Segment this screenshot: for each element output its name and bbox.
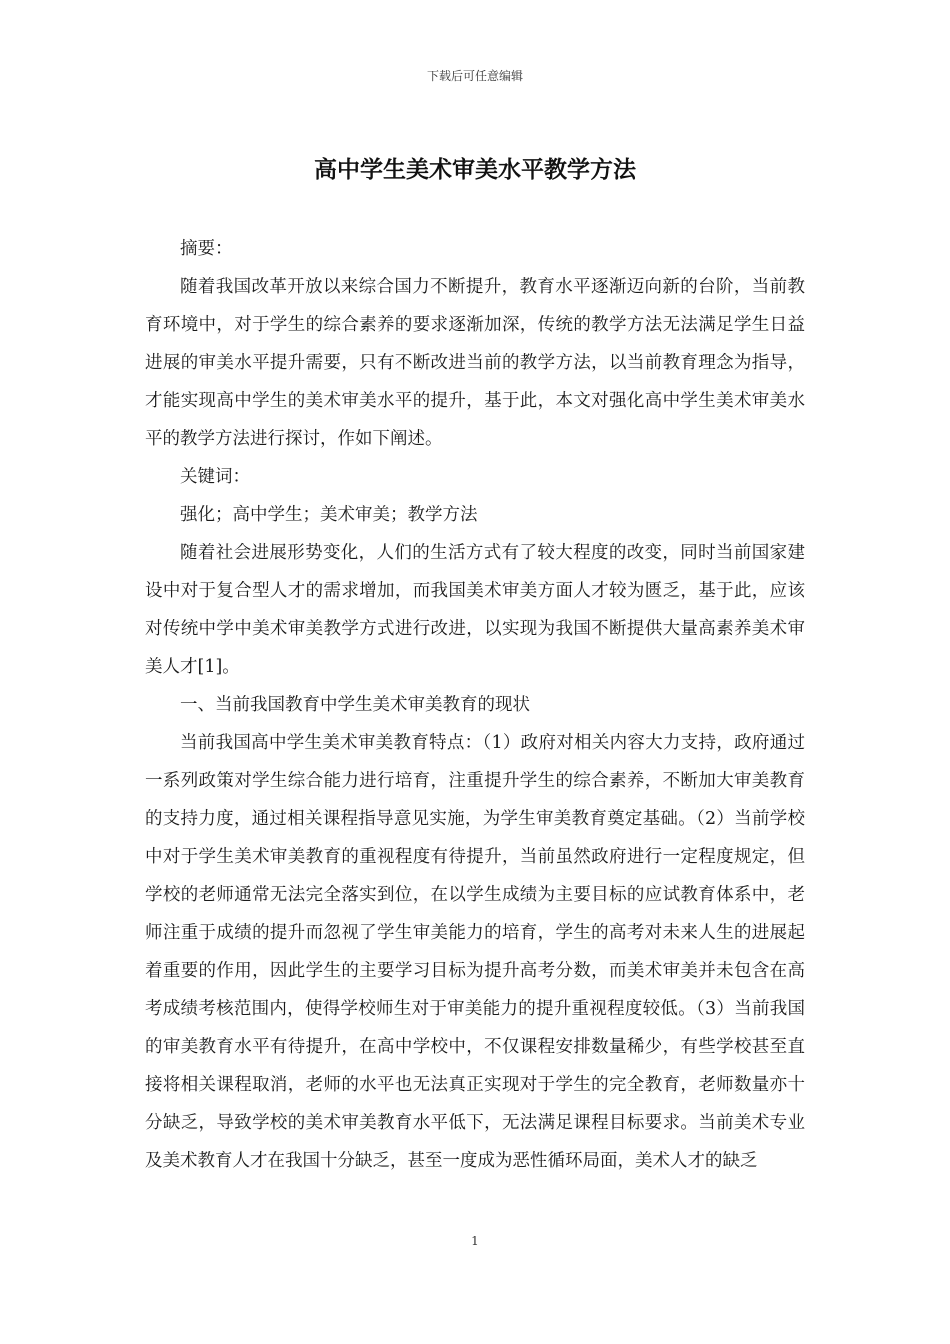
keywords-list: 强化；高中学生；美术审美；教学方法 xyxy=(180,505,478,525)
abstract-paragraph: 随着我国改革开放以来综合国力不断提升，教育水平逐渐迈向新的台阶，当前教育环境中，对于学生的综合素养的要求逐渐加深，传统的教学方法无法满足学生日益进展的审美水平提升需要，只有不断改进当前的教学方法，以当前教育理念为指导，才能实现高中学生的美术审美水平的提升，基于此，本文对强化高中学生美术审美水平的教学方法进行探讨，作如下阐述。 xyxy=(145,277,805,449)
section-1-heading: 一、当前我国教育中学生美术审美教育的现状 xyxy=(180,695,530,715)
intro-paragraph: 随着社会进展形势变化，人们的生活方式有了较大程度的改变，同时当前国家建设中对于复合型人才的需求增加，而我国美术审美方面人才较为匮乏，基于此，应该对传统中学中美术审美教学方式进行改进，以实现为我国不断提供大量高素养美术审美人才[1]。 xyxy=(145,543,805,677)
section-1-paragraph: 当前我国高中学生美术审美教育特点：（1）政府对相关内容大力支持，政府通过一系列政策对学生综合能力进行培育，注重提升学生的综合素养，不断加大审美教育的支持力度，通过相关课程指导意见实施，为学生审美教育奠定基础。（2）当前学校中对于学生美术审美教育的重视程度有待提升，当前虽然政府进行一定程度规定，但学校的老师通常无法完全落实到位，在以学生成绩为主要目标的应试教育体系中，老师注重于成绩的提升而忽视了学生审美能力的培育，学生的高考对未来人生的进展起着重要的作用，因此学生的主要学习目标为提升高考分数，而美术审美并未包含在高考成绩考核范围内，使得学校师生对于审美能力的提升重视程度较低。（3）当前我国的审美教育水平有待提升，在高中学校中，不仅课程安排数量稀少，有些学校甚至直接将相关课程取消，老师的水平也无法真正实现对于学生的完全教育，老师数量亦十分缺乏，导致学校的美术审美教育水平低下，无法满足课程目标要求。当前美术专业及美术教育人才在我国十分缺乏，甚至一度成为恶性循环局面，美术人才的缺乏 xyxy=(145,733,805,1171)
document-body xyxy=(145,230,805,1180)
document-title: 高中学生美术审美水平教学方法 xyxy=(314,156,636,183)
keywords-label: 关键词： xyxy=(180,467,250,487)
page-header-note: 下载后可任意编辑 xyxy=(426,69,523,83)
page-number: 1 xyxy=(471,1234,479,1248)
abstract-label: 摘要： xyxy=(180,239,233,259)
